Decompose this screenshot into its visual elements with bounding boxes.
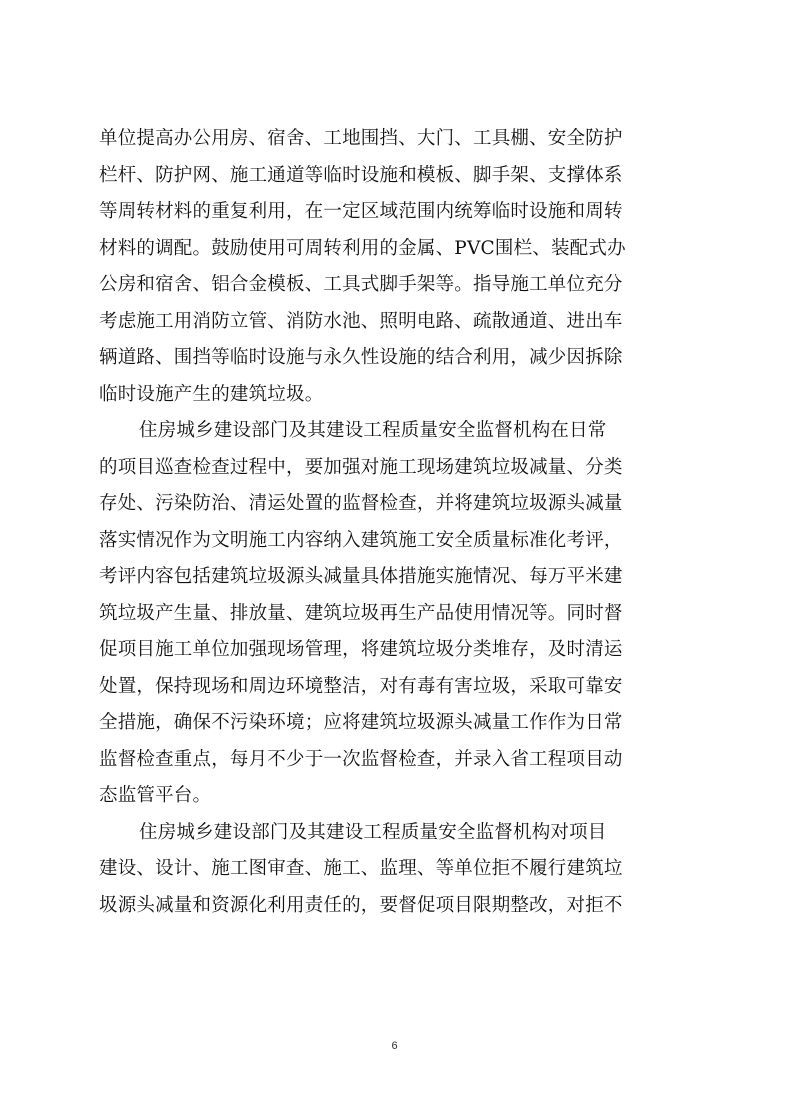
text-line: 单位提高办公用房、宿舍、工地围挡、大门、工具棚、安全防护 — [99, 128, 623, 149]
text-line: 考虑施工用消防立管、消防水池、照明电路、疏散通道、进出车 — [99, 310, 623, 332]
text-line: 存处、污染防治、清运处置的监督检查，并将建筑垃圾源头减量 — [99, 493, 623, 514]
text-line: 临时设施产生的建筑垃圾。 — [99, 383, 324, 405]
text-line: 材料的调配。鼓励使用可周转利用的金属、PVC围栏、装配式办 — [99, 237, 626, 259]
text-line: 全措施，确保不污染环境；应将建筑垃圾源头减量工作作为日常 — [99, 712, 623, 733]
text-line: 态监管平台。 — [99, 785, 212, 806]
text-line: 落实情况作为文明施工内容纳入建筑施工安全质量标准化考评， — [99, 529, 623, 551]
body-text — [99, 121, 695, 924]
paragraph-start-line: 住房城乡建设部门及其建设工程质量安全监督机构在日常 — [139, 420, 607, 441]
text-line: 栏杆、防护网、施工通道等临时设施和模板、脚手架、支撑体系 — [99, 164, 623, 186]
text-line: 圾源头减量和资源化利用责任的，要督促项目限期整改，对拒不 — [99, 894, 623, 916]
text-line: 考评内容包括建筑垃圾源头减量具体措施实施情况、每万平米建 — [99, 566, 623, 587]
text-line: 等周转材料的重复利用，在一定区域范围内统筹临时设施和周转 — [99, 201, 623, 222]
paragraph-start-line: 住房城乡建设部门及其建设工程质量安全监督机构对项目 — [139, 821, 607, 843]
text-line: 处置，保持现场和周边环境整洁，对有毒有害垃圾，采取可靠安 — [99, 675, 623, 697]
text-line: 建设、设计、施工图审查、施工、监理、等单位拒不履行建筑垃 — [99, 858, 623, 879]
text-line: 促项目施工单位加强现场管理，将建筑垃圾分类堆存，及时清运 — [99, 639, 623, 660]
text-line: 辆道路、围挡等临时设施与永久性设施的结合利用，减少因拆除 — [99, 347, 623, 368]
page-number: 6 — [391, 1040, 398, 1052]
text-line: 监督检查重点，每月不少于一次监督检查，并录入省工程项目动 — [99, 748, 623, 770]
text-line: 筑垃圾产生量、排放量、建筑垃圾再生产品使用情况等。同时督 — [99, 602, 623, 624]
text-line: 的项目巡查检查过程中，要加强对施工现场建筑垃圾减量、分类 — [99, 456, 623, 478]
text-line: 公房和宿舍、铝合金模板、工具式脚手架等。指导施工单位充分 — [99, 274, 623, 295]
